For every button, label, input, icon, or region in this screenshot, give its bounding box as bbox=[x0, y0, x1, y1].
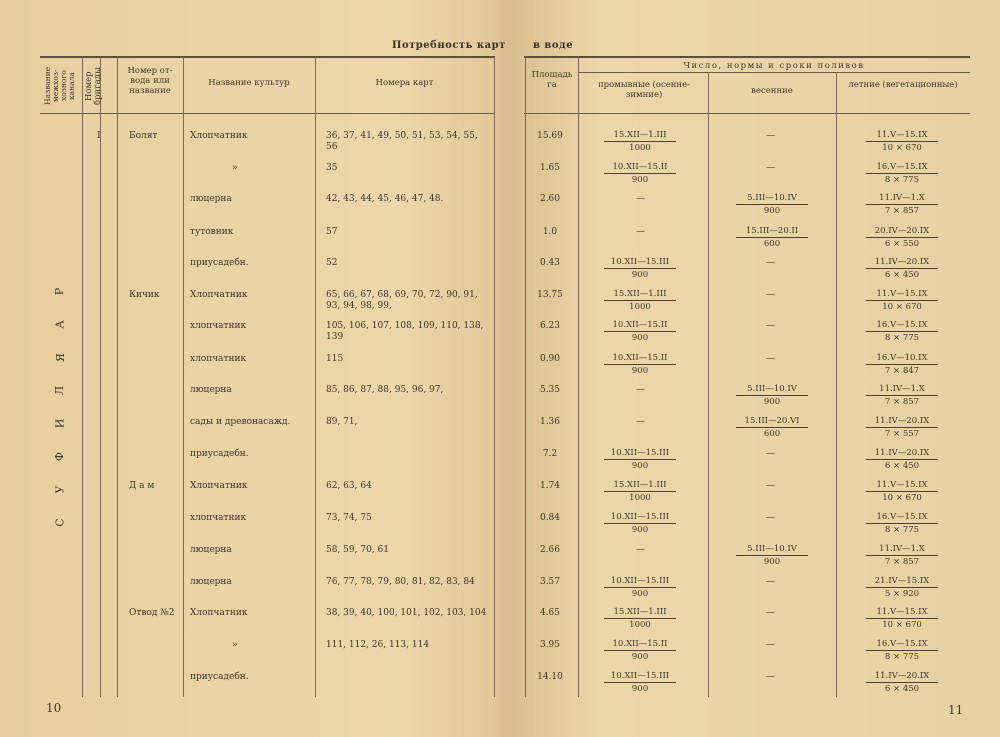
header-bottom-rule-left bbox=[40, 113, 495, 114]
flush-irrigation-denominator: 900 bbox=[631, 461, 649, 471]
canal-name-letter: И bbox=[53, 418, 67, 429]
summer-irrigation bbox=[866, 384, 938, 407]
map-numbers: 115 bbox=[326, 354, 344, 364]
canal-name-letter: А bbox=[53, 320, 67, 329]
spring-irrigation-numerator: 5.III—10.IV bbox=[736, 384, 808, 396]
map-numbers: 58, 59, 70, 61 bbox=[326, 545, 389, 555]
summer-irrigation-numerator: 11.IV—1.X bbox=[866, 193, 938, 205]
header-spring: весенние bbox=[751, 86, 793, 96]
map-numbers: 65, 66, 67, 68, 69, 70, 72, 90, 91, 93, 94, 98, 99, bbox=[326, 290, 478, 311]
flush-irrigation bbox=[604, 639, 676, 662]
summer-irrigation bbox=[866, 226, 938, 249]
spring-dash: — bbox=[766, 290, 775, 300]
summer-irrigation bbox=[866, 289, 938, 312]
summer-irrigation-denominator: 7 × 557 bbox=[884, 429, 920, 439]
summer-irrigation-denominator: 8 × 775 bbox=[884, 333, 920, 343]
summer-irrigation-denominator: 6 × 450 bbox=[884, 684, 920, 694]
summer-irrigation-denominator: 6 × 450 bbox=[884, 270, 920, 280]
flush-irrigation-numerator: 15.XII—1.III bbox=[604, 289, 676, 301]
flush-irrigation-numerator: 15.XII—1.III bbox=[604, 480, 676, 492]
spring-irrigation bbox=[736, 193, 808, 216]
crop-name: Хлопчатник bbox=[190, 290, 248, 300]
table-top-rule-left bbox=[40, 56, 495, 58]
summer-irrigation bbox=[866, 480, 938, 503]
spring-irrigation-denominator: 900 bbox=[763, 397, 781, 407]
spring-dash: — bbox=[766, 258, 775, 268]
crop-name: люцерна bbox=[190, 194, 232, 204]
flush-dash: — bbox=[636, 385, 645, 395]
spring-dash: — bbox=[766, 672, 775, 682]
canal-name-letter: Р bbox=[53, 287, 67, 296]
area-value: 1.0 bbox=[542, 227, 558, 237]
crop-name: хлопчатник bbox=[190, 321, 247, 331]
flush-irrigation-denominator: 1000 bbox=[629, 620, 651, 630]
summer-irrigation bbox=[866, 512, 938, 535]
summer-irrigation-numerator: 11.V—15.IX bbox=[866, 289, 938, 301]
area-value: 7.2 bbox=[542, 449, 558, 459]
table-top-rule-right bbox=[524, 56, 970, 58]
flush-irrigation bbox=[604, 130, 676, 153]
flush-dash: — bbox=[636, 417, 645, 427]
map-numbers: 62, 63, 64 bbox=[326, 481, 372, 491]
spring-irrigation-denominator: 900 bbox=[763, 206, 781, 216]
flush-dash: — bbox=[636, 545, 645, 555]
spring-dash: — bbox=[766, 481, 775, 491]
area-value: 13.75 bbox=[537, 290, 563, 300]
crop-name: » bbox=[232, 640, 238, 650]
flush-irrigation bbox=[604, 353, 676, 376]
col-divider bbox=[82, 57, 83, 697]
col-divider bbox=[183, 57, 184, 697]
flush-irrigation-denominator: 1000 bbox=[629, 493, 651, 503]
crop-name: люцерна bbox=[190, 545, 232, 555]
summer-irrigation-numerator: 11.IV—1.X bbox=[866, 544, 938, 556]
summer-irrigation-numerator: 21.IV—15.IX bbox=[866, 576, 938, 588]
flush-irrigation-numerator: 10.XII—15.III bbox=[604, 512, 676, 524]
summer-irrigation bbox=[866, 544, 938, 567]
summer-irrigation-denominator: 10 × 670 bbox=[882, 143, 922, 153]
area-value: 0.90 bbox=[539, 354, 561, 364]
summer-irrigation-denominator: 10 × 670 bbox=[882, 302, 922, 312]
page-title-left: Потребность карт bbox=[392, 40, 506, 51]
flush-irrigation bbox=[604, 607, 676, 630]
header-summer: летние (вегетационные) bbox=[848, 80, 958, 90]
col-divider bbox=[117, 57, 118, 697]
spring-dash: — bbox=[766, 640, 775, 650]
col-divider bbox=[494, 57, 495, 697]
canal-name-letter: Л bbox=[53, 385, 67, 396]
crop-name: приусадебн. bbox=[190, 672, 249, 682]
summer-irrigation-numerator: 11.V—15.IX bbox=[866, 480, 938, 492]
area-value: 2.66 bbox=[539, 545, 561, 555]
summer-irrigation bbox=[866, 130, 938, 153]
area-value: 1.65 bbox=[539, 163, 561, 173]
crop-name: » bbox=[232, 163, 238, 173]
spring-dash: — bbox=[766, 321, 775, 331]
spring-dash: — bbox=[766, 131, 775, 141]
flush-irrigation-numerator: 15.XII—1.III bbox=[604, 607, 676, 619]
map-numbers: 36, 37, 41, 49, 50, 51, 53, 54, 55, 56 bbox=[326, 131, 478, 152]
area-value: 4.65 bbox=[539, 608, 561, 618]
header-branch: Номер от- вода или название bbox=[127, 66, 173, 96]
summer-irrigation-numerator: 11.IV—1.X bbox=[866, 384, 938, 396]
flush-irrigation bbox=[604, 257, 676, 280]
summer-irrigation-numerator: 16.V—15.IX bbox=[866, 512, 938, 524]
spring-dash: — bbox=[766, 577, 775, 587]
flush-irrigation-denominator: 1000 bbox=[629, 302, 651, 312]
spring-irrigation-denominator: 600 bbox=[763, 429, 781, 439]
summer-irrigation bbox=[866, 353, 938, 376]
crop-name: приусадебн. bbox=[190, 449, 249, 459]
canal-name-letter: С bbox=[53, 518, 67, 527]
flush-irrigation bbox=[604, 512, 676, 535]
summer-irrigation-numerator: 11.IV—20.IX bbox=[866, 416, 938, 428]
flush-irrigation-numerator: 10.XII—15.II bbox=[604, 353, 676, 365]
page-title-right: в воде bbox=[533, 40, 574, 51]
summer-irrigation bbox=[866, 639, 938, 662]
crop-name: Хлопчатник bbox=[190, 481, 248, 491]
crop-name: тутовник bbox=[190, 227, 234, 237]
map-numbers: 35 bbox=[326, 163, 338, 173]
summer-irrigation-numerator: 16.V—15.IX bbox=[866, 162, 938, 174]
spring-dash: — bbox=[766, 608, 775, 618]
crop-name: приусадебн. bbox=[190, 258, 249, 268]
area-value: 1.36 bbox=[539, 417, 561, 427]
summer-irrigation-denominator: 8 × 775 bbox=[884, 175, 920, 185]
flush-dash: — bbox=[636, 194, 645, 204]
flush-irrigation-denominator: 900 bbox=[631, 525, 649, 535]
header-flush: промывные (осенне- зимние) bbox=[597, 80, 690, 100]
flush-irrigation bbox=[604, 576, 676, 599]
flush-irrigation-numerator: 10.XII—15.III bbox=[604, 576, 676, 588]
spring-irrigation-denominator: 600 bbox=[763, 239, 781, 249]
page-number-left: 10 bbox=[46, 701, 62, 715]
summer-irrigation-numerator: 16.V—10.IX bbox=[866, 353, 938, 365]
crop-name: хлопчатник bbox=[190, 354, 247, 364]
spring-irrigation-numerator: 5.III—10.IV bbox=[736, 193, 808, 205]
summer-irrigation bbox=[866, 162, 938, 185]
summer-irrigation-denominator: 6 × 450 bbox=[884, 461, 920, 471]
map-numbers: 52 bbox=[326, 258, 338, 268]
area-value: 2.60 bbox=[539, 194, 561, 204]
spring-dash: — bbox=[766, 163, 775, 173]
branch-name: Отвод №2 bbox=[129, 608, 175, 618]
summer-irrigation bbox=[866, 193, 938, 216]
area-value: 0.84 bbox=[539, 513, 561, 523]
col-divider bbox=[836, 72, 837, 697]
flush-irrigation-denominator: 1000 bbox=[629, 143, 651, 153]
summer-irrigation-denominator: 6 × 550 bbox=[884, 239, 920, 249]
summer-irrigation bbox=[866, 448, 938, 471]
spring-irrigation bbox=[736, 416, 808, 439]
header-brigade: Номер бригады bbox=[84, 67, 103, 105]
area-value: 3.57 bbox=[539, 577, 561, 587]
map-numbers: 42, 43, 44, 45, 46, 47, 48. bbox=[326, 194, 444, 204]
summer-irrigation-denominator: 10 × 670 bbox=[882, 620, 922, 630]
flush-irrigation-numerator: 10.XII—15.III bbox=[604, 448, 676, 460]
header-area: Площадь га bbox=[531, 70, 573, 90]
summer-irrigation-denominator: 8 × 775 bbox=[884, 525, 920, 535]
summer-irrigation-numerator: 11.V—15.IX bbox=[866, 607, 938, 619]
spring-dash: — bbox=[766, 449, 775, 459]
flush-irrigation-denominator: 900 bbox=[631, 684, 649, 694]
summer-irrigation-numerator: 11.IV—20.IX bbox=[866, 671, 938, 683]
flush-irrigation bbox=[604, 289, 676, 312]
summer-irrigation bbox=[866, 416, 938, 439]
spring-irrigation-numerator: 15.III—20.VI bbox=[736, 416, 808, 428]
flush-irrigation-denominator: 900 bbox=[631, 175, 649, 185]
branch-name: Д а м bbox=[129, 481, 155, 491]
summer-irrigation-denominator: 8 × 775 bbox=[884, 652, 920, 662]
summer-irrigation-numerator: 11.IV—20.IX bbox=[866, 448, 938, 460]
map-numbers: 73, 74, 75 bbox=[326, 513, 372, 523]
flush-irrigation bbox=[604, 162, 676, 185]
flush-irrigation-denominator: 900 bbox=[631, 589, 649, 599]
summer-irrigation-denominator: 5 × 920 bbox=[884, 589, 920, 599]
summer-irrigation-numerator: 11.IV—20.IX bbox=[866, 257, 938, 269]
header-irrigations: Число, нормы и сроки поливов bbox=[683, 61, 865, 71]
summer-irrigation-denominator: 7 × 857 bbox=[884, 557, 920, 567]
summer-irrigation bbox=[866, 257, 938, 280]
header-crop: Название культур bbox=[208, 78, 290, 88]
canal-name-letter: У bbox=[53, 485, 67, 494]
summer-irrigation-numerator: 20.IV—20.IX bbox=[866, 226, 938, 238]
col-divider bbox=[100, 57, 101, 697]
branch-name: Кичик bbox=[129, 290, 160, 300]
flush-irrigation-numerator: 15.XII—1.III bbox=[604, 130, 676, 142]
header-bottom-rule-right bbox=[524, 113, 970, 114]
summer-irrigation-denominator: 7 × 847 bbox=[884, 366, 920, 376]
flush-irrigation bbox=[604, 671, 676, 694]
flush-irrigation-numerator: 10.XII—15.III bbox=[604, 257, 676, 269]
map-numbers: 85, 86, 87, 88, 95, 96, 97, bbox=[326, 385, 444, 395]
canal-name bbox=[52, 285, 68, 529]
crop-name: люцерна bbox=[190, 577, 232, 587]
crop-name: Хлопчатник bbox=[190, 608, 248, 618]
flush-irrigation-denominator: 900 bbox=[631, 270, 649, 280]
summer-irrigation-denominator: 7 × 857 bbox=[884, 397, 920, 407]
irrigation-header-rule bbox=[578, 72, 970, 73]
spring-irrigation-denominator: 900 bbox=[763, 557, 781, 567]
summer-irrigation-denominator: 10 × 670 bbox=[882, 493, 922, 503]
area-value: 14.10 bbox=[537, 672, 563, 682]
spring-irrigation-numerator: 5.III—10.IV bbox=[736, 544, 808, 556]
area-value: 1.74 bbox=[539, 481, 561, 491]
flush-irrigation-numerator: 10.XII—15.II bbox=[604, 639, 676, 651]
flush-irrigation bbox=[604, 320, 676, 343]
flush-irrigation bbox=[604, 448, 676, 471]
crop-name: хлопчатник bbox=[190, 513, 247, 523]
flush-irrigation-denominator: 900 bbox=[631, 333, 649, 343]
header-canal: Название межхоз- хозного канала bbox=[43, 66, 76, 106]
col-divider bbox=[315, 57, 316, 697]
branch-name: Болят bbox=[129, 131, 158, 141]
summer-irrigation-denominator: 7 × 857 bbox=[884, 206, 920, 216]
spring-dash: — bbox=[766, 354, 775, 364]
flush-irrigation bbox=[604, 480, 676, 503]
spring-irrigation-numerator: 15.III—20.II bbox=[736, 226, 808, 238]
spring-irrigation bbox=[736, 544, 808, 567]
flush-irrigation-denominator: 900 bbox=[631, 366, 649, 376]
canal-name-letter: Я bbox=[53, 353, 67, 362]
summer-irrigation bbox=[866, 671, 938, 694]
map-numbers: 57 bbox=[326, 227, 338, 237]
summer-irrigation-numerator: 11.V—15.IX bbox=[866, 130, 938, 142]
map-numbers: 38, 39, 40, 100, 101, 102, 103, 104 bbox=[326, 608, 487, 618]
canal-name-letter: Ф bbox=[53, 451, 67, 462]
col-divider bbox=[525, 57, 526, 697]
flush-dash: — bbox=[636, 227, 645, 237]
col-divider bbox=[708, 72, 709, 697]
area-value: 6.23 bbox=[539, 321, 561, 331]
crop-name: люцерна bbox=[190, 385, 232, 395]
map-numbers: 105, 106, 107, 108, 109, 110, 138, 139 bbox=[326, 321, 484, 342]
area-value: 3.95 bbox=[539, 640, 561, 650]
area-value: 0.43 bbox=[539, 258, 561, 268]
spring-irrigation bbox=[736, 226, 808, 249]
summer-irrigation-numerator: 16.V—15.IX bbox=[866, 639, 938, 651]
crop-name: Хлопчатник bbox=[190, 131, 248, 141]
col-divider bbox=[578, 57, 579, 697]
flush-irrigation-numerator: 10.XII—15.III bbox=[604, 671, 676, 683]
flush-irrigation-numerator: 10.XII—15.II bbox=[604, 320, 676, 332]
summer-irrigation bbox=[866, 576, 938, 599]
map-numbers: 111, 112, 26, 113, 114 bbox=[326, 640, 430, 650]
header-maps: Номера карт bbox=[375, 78, 434, 88]
spring-dash: — bbox=[766, 513, 775, 523]
flush-irrigation-numerator: 10.XII—15.II bbox=[604, 162, 676, 174]
map-numbers: 76, 77, 78, 79, 80, 81, 82, 83, 84 bbox=[326, 577, 475, 587]
page-number-right: 11 bbox=[948, 703, 964, 717]
spring-irrigation bbox=[736, 384, 808, 407]
flush-irrigation-denominator: 900 bbox=[631, 652, 649, 662]
summer-irrigation-numerator: 16.V—15.IX bbox=[866, 320, 938, 332]
area-value: 15.69 bbox=[537, 131, 563, 141]
map-numbers: 89, 71, bbox=[326, 417, 358, 427]
brigade-number: I bbox=[97, 131, 101, 141]
crop-name: сады и древонасажд. bbox=[190, 417, 291, 427]
area-value: 5.35 bbox=[539, 385, 561, 395]
summer-irrigation bbox=[866, 607, 938, 630]
summer-irrigation bbox=[866, 320, 938, 343]
